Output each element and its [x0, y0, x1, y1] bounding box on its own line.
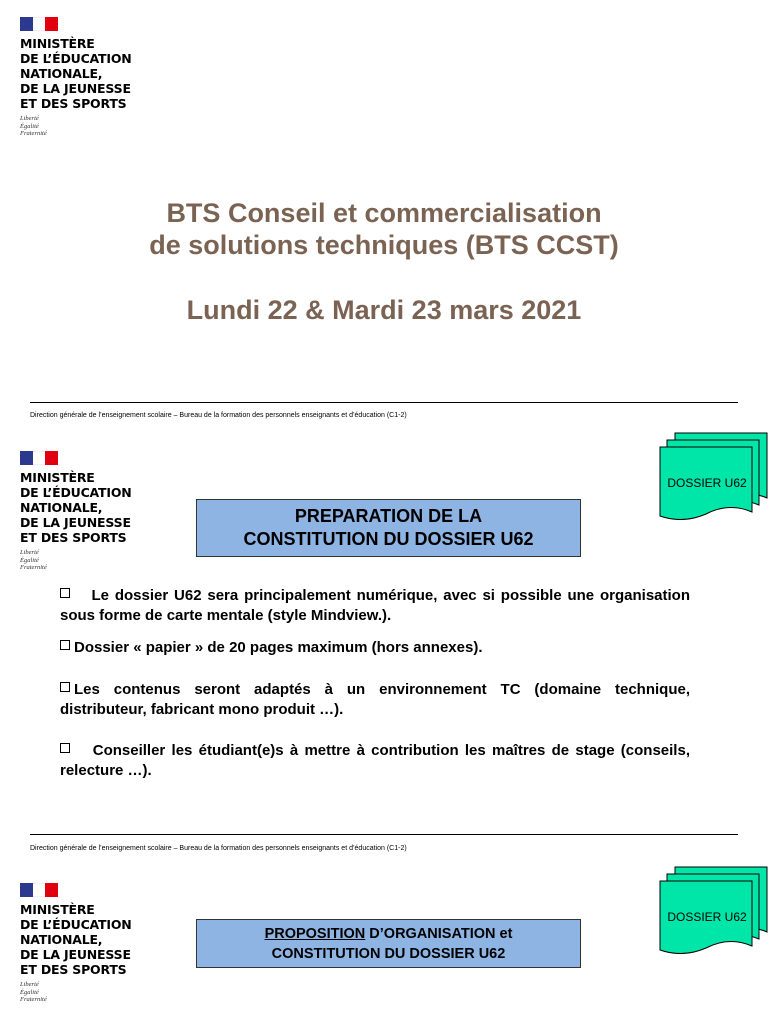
document-stack-icon [656, 866, 768, 962]
ministry-logo [20, 451, 132, 572]
document-icon [659, 880, 751, 952]
document-label: DOSSIER U62 [667, 910, 747, 924]
checkbox-bullet-icon [60, 588, 70, 598]
ministry-name: MINISTÈRE DE L’ÉDUCATION NATIONALE, DE LA JEUNESSE ET DES SPORTS [20, 470, 132, 545]
list-item: Dossier « papier » de 20 pages maximum (hors annexes). [60, 638, 690, 658]
republic-motto: Liberté Égalité Fraternité [20, 115, 47, 137]
footer-text: Direction générale de l’enseignement scolaire – Bureau de la formation des personnels enseignants et d’éducation (C1-2) [30, 845, 407, 852]
divider [30, 402, 738, 403]
document-label: DOSSIER U62 [667, 476, 747, 490]
ministry-name: MINISTÈRE DE L’ÉDUCATION NATIONALE, DE LA JEUNESSE ET DES SPORTS [20, 902, 132, 977]
section-heading: PREPARATION DE LA CONSTITUTION DU DOSSIER U62 [196, 499, 581, 557]
document-icon [659, 446, 751, 518]
divider [30, 834, 738, 835]
footer-text: Direction générale de l’enseignement scolaire – Bureau de la formation des personnels enseignants et d’éducation (C1-2) [30, 412, 407, 419]
checkbox-bullet-icon [60, 640, 70, 650]
republic-motto: Liberté Égalité Fraternité [20, 981, 47, 1003]
french-flag-icon [20, 17, 58, 31]
french-flag-icon [20, 451, 58, 465]
slide-title: BTS Conseil et commercialisation de solutions techniques (BTS CCST) [149, 198, 619, 260]
ministry-logo [20, 17, 132, 138]
french-flag-icon [20, 883, 58, 897]
list-item: Le dossier U62 sera principalement numérique, avec si possible une organisation sous forme de carte mentale (style Mindview.). [60, 587, 690, 624]
ministry-name: MINISTÈRE DE L’ÉDUCATION NATIONALE, DE LA JEUNESSE ET DES SPORTS [20, 36, 132, 111]
document-stack-icon [656, 432, 768, 528]
slide-date: Lundi 22 & Mardi 23 mars 2021 [186, 295, 582, 325]
list-item: Conseiller les étudiant(e)s à mettre à contribution les maîtres de stage (conseils, relecture …). [60, 742, 690, 779]
checkbox-bullet-icon [60, 743, 70, 753]
section-heading: PROPOSITION D’ORGANISATION et CONSTITUTION DU DOSSIER U62 [196, 919, 581, 968]
republic-motto: Liberté Égalité Fraternité [20, 549, 47, 571]
ministry-logo [20, 883, 132, 1004]
checkbox-bullet-icon [60, 682, 70, 692]
list-item: Les contenus seront adaptés à un environnement TC (domaine technique, distributeur, fabricant mono produit …). [60, 681, 690, 718]
